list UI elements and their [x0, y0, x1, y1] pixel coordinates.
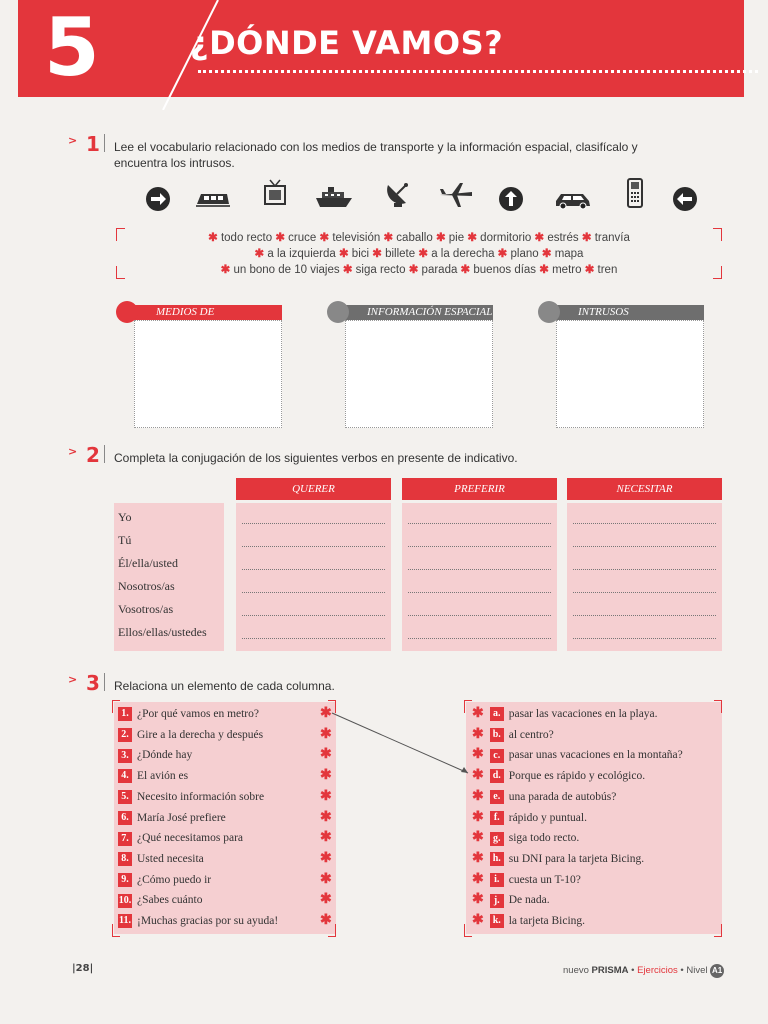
verb-necesitar-header: NECESITAR: [567, 478, 722, 500]
ex1-number: 1: [86, 132, 100, 156]
item-number: 1.: [118, 707, 132, 721]
vocabulary-word[interactable]: parada: [421, 264, 458, 276]
vocabulary-word[interactable]: a la izquierda: [267, 248, 336, 260]
asterisk-icon: ✱: [254, 248, 268, 260]
item-text: su DNI para la tarjeta Bicing.: [508, 852, 645, 865]
example-match-line: [320, 700, 480, 780]
vocabulary-word[interactable]: bici: [351, 248, 370, 260]
item-number: b.: [490, 728, 504, 742]
vocabulary-word[interactable]: siga recto: [355, 264, 406, 276]
match-left-item: [118, 911, 333, 931]
ex1-marker: >: [68, 134, 78, 147]
asterisk-icon[interactable]: ✱: [320, 892, 332, 908]
item-number: f.: [490, 811, 504, 825]
vocabulary-word[interactable]: todo recto: [220, 232, 273, 244]
item-number: d.: [490, 769, 504, 783]
asterisk-icon[interactable]: ✱: [472, 830, 484, 846]
item-text: Porque es rápido y ecológico.: [508, 770, 646, 783]
item-number: 8.: [118, 852, 132, 866]
vocabulary-word[interactable]: tranvía: [594, 232, 630, 244]
pronoun-ellos: Ellos/ellas/ustedes: [118, 625, 207, 639]
match-right-item: [472, 787, 616, 807]
asterisk-icon[interactable]: ✱: [472, 913, 484, 928]
asterisk-icon: ✱: [335, 248, 352, 260]
vocabulary-line-2: [116, 246, 722, 260]
item-number: c.: [490, 749, 504, 763]
match-right-item: [472, 870, 581, 890]
item-text: Gire a la derecha y después: [137, 728, 264, 741]
asterisk-icon: ✱: [457, 264, 474, 276]
right-bracket-bottom: [464, 924, 472, 937]
item-number: e.: [490, 790, 504, 804]
item-text: siga todo recto.: [508, 832, 580, 845]
category-transport: [116, 305, 282, 427]
ex2-number: 2: [86, 443, 100, 467]
ex2-instruction: Completa la conjugación de los siguientes verbos en presente de indicativo.: [114, 451, 518, 465]
unit-number: 5: [44, 1, 100, 94]
asterisk-icon[interactable]: ✱: [472, 809, 484, 825]
vocabulary-word[interactable]: cruce: [288, 232, 317, 244]
item-text: rápido y puntual.: [508, 811, 587, 824]
match-right-item: [472, 890, 550, 910]
item-text: cuesta un T-10?: [508, 873, 581, 886]
vocabulary-word[interactable]: tren: [597, 264, 618, 276]
asterisk-icon: ✱: [380, 232, 397, 244]
ex1-instruction-line2: encuentra los intrusos.: [114, 156, 235, 170]
brand-section: Ejercicios: [637, 965, 678, 976]
item-text: ¿Qué necesitamos para: [137, 832, 244, 845]
asterisk-icon[interactable]: ✱: [472, 871, 484, 887]
category-intruders-label: INTRUSOS: [556, 305, 704, 320]
match-right-item: [472, 766, 645, 786]
vocabulary-line-1: [116, 230, 722, 244]
brand-separator-2: •: [680, 965, 684, 976]
match-left-item: [118, 704, 333, 724]
asterisk-icon[interactable]: ✱: [320, 850, 332, 866]
pronoun-yo: Yo: [118, 510, 132, 524]
item-number: 11.: [119, 915, 131, 927]
asterisk-icon: ✱: [536, 264, 553, 276]
item-text: ¿Dónde hay: [137, 749, 193, 762]
ex1-divider: [104, 134, 105, 152]
airplane-icon: [438, 182, 474, 208]
item-text: Usted necesita: [137, 852, 204, 865]
item-text: una parada de autobús?: [508, 790, 617, 803]
asterisk-icon: ✱: [432, 232, 449, 244]
asterisk-icon[interactable]: ✱: [472, 768, 484, 784]
match-left-item: [118, 890, 333, 910]
category-transport-label: MEDIOS DE: [134, 305, 282, 320]
ex1-instruction: [114, 139, 734, 171]
item-number: i.: [490, 873, 504, 887]
category-intruders-answer-area[interactable]: [556, 320, 704, 428]
match-left-item: [118, 745, 333, 765]
asterisk-icon: ✱: [578, 232, 595, 244]
item-text: pasar las vacaciones en la playa.: [508, 708, 658, 720]
item-text: al centro?: [508, 728, 554, 741]
asterisk-icon: ✱: [339, 264, 356, 276]
train-icon: [195, 186, 231, 212]
vocabulary-line-3: [116, 262, 722, 276]
level-badge: A1: [710, 964, 724, 978]
brand-prefix: nuevo: [563, 965, 589, 976]
verb-preferir-column[interactable]: [402, 503, 557, 651]
item-number: 9.: [118, 873, 132, 887]
page-number: |28|: [72, 963, 94, 974]
category-spatial-label: INFORMACIÓN ESPACIAL: [345, 305, 493, 320]
category-transport-answer-area[interactable]: [134, 320, 282, 428]
item-text: ¿Sabes cuánto: [137, 894, 203, 907]
asterisk-icon: ✱: [220, 264, 234, 276]
asterisk-icon[interactable]: ✱: [472, 747, 484, 763]
vocabulary-word[interactable]: billete: [385, 248, 416, 260]
arrow-up-icon: [496, 186, 526, 212]
item-text: De nada.: [508, 894, 550, 907]
pronoun-tu: Tú: [118, 533, 132, 547]
match-right-item: [472, 828, 579, 848]
pronoun-el: Él/ella/usted: [118, 556, 178, 570]
arrow-left-icon: [670, 186, 700, 212]
vocabulary-word[interactable]: pie: [448, 232, 465, 244]
asterisk-icon[interactable]: ✱: [320, 913, 332, 928]
item-text: ¡Muchas gracias por su ayuda!: [137, 915, 279, 927]
pronoun-nosotros: Nosotros/as: [118, 579, 175, 593]
match-left-item: [118, 849, 333, 869]
item-text: Necesito información sobre: [137, 790, 265, 803]
category-intruders: [538, 305, 704, 427]
match-right-item: [472, 808, 587, 828]
asterisk-icon[interactable]: ✱: [320, 788, 332, 804]
verb-querer-header: QUERER: [236, 478, 391, 500]
asterisk-icon[interactable]: ✱: [472, 706, 484, 721]
category-spatial-answer-area[interactable]: [345, 320, 493, 428]
satellite-dish-icon: [383, 181, 413, 207]
item-number: 2.: [118, 728, 132, 742]
right-bracket-bottom-right: [714, 924, 722, 937]
item-number: 10.: [118, 894, 132, 906]
ex1-instruction-line1: Lee el vocabulario relacionado con los medios de transporte y la información espacial, clasifícalo y: [114, 140, 638, 154]
asterisk-icon[interactable]: ✱: [320, 706, 332, 721]
asterisk-icon[interactable]: ✱: [320, 747, 332, 763]
arrow-right-icon: [143, 186, 173, 212]
match-left-item: [118, 787, 333, 807]
match-right-item: [472, 849, 644, 869]
asterisk-icon[interactable]: ✱: [472, 788, 484, 804]
page-number-value: 28: [75, 963, 90, 974]
asterisk-icon[interactable]: ✱: [320, 809, 332, 825]
ex3-number: 3: [86, 671, 100, 695]
asterisk-icon: ✱: [272, 232, 289, 244]
asterisk-icon: ✱: [415, 248, 432, 260]
asterisk-icon[interactable]: ✱: [320, 768, 332, 784]
asterisk-icon[interactable]: ✱: [320, 830, 332, 846]
vocabulary-word[interactable]: televisión: [332, 232, 381, 244]
match-right-item: [472, 745, 683, 765]
brand-level-label: Nivel: [686, 965, 708, 976]
asterisk-icon[interactable]: ✱: [472, 892, 484, 908]
unit-header: [18, 0, 744, 97]
item-number: 6.: [118, 811, 132, 825]
vocabulary-word[interactable]: mapa: [554, 248, 584, 260]
vocabulary-word[interactable]: a la derecha: [431, 248, 495, 260]
item-text: ¿Por qué vamos en metro?: [137, 708, 259, 720]
ex3-divider: [104, 673, 105, 691]
item-number: k.: [490, 914, 504, 928]
asterisk-icon[interactable]: ✱: [320, 871, 332, 887]
item-number: j.: [490, 894, 504, 908]
match-right-item: [472, 725, 554, 745]
item-number: 5.: [118, 790, 132, 804]
vocabulary-word[interactable]: estrés: [547, 232, 579, 244]
vocabulary-word[interactable]: dormitorio: [480, 232, 532, 244]
item-number: g.: [490, 832, 504, 846]
match-left-item: [118, 870, 333, 890]
asterisk-icon[interactable]: ✱: [472, 726, 484, 742]
match-left-item: [118, 766, 333, 786]
mobile-phone-icon: [620, 180, 650, 206]
asterisk-icon: ✱: [464, 232, 481, 244]
item-text: pasar unas vacaciones en la montaña?: [508, 749, 683, 762]
asterisk-icon: ✱: [538, 248, 555, 260]
asterisk-icon[interactable]: ✱: [320, 726, 332, 742]
item-number: 7.: [118, 832, 132, 846]
asterisk-icon: ✱: [405, 264, 422, 276]
asterisk-icon: ✱: [369, 248, 386, 260]
item-number: 3.: [118, 749, 132, 763]
brand-separator-1: •: [631, 965, 635, 976]
television-icon: [260, 180, 290, 206]
item-text: María José prefiere: [137, 811, 226, 824]
match-right-item: [472, 911, 585, 931]
item-text: El avión es: [137, 770, 189, 783]
car-icon: [553, 186, 593, 212]
brand-name: PRISMA: [591, 965, 629, 976]
vocabulary-word[interactable]: caballo: [396, 232, 433, 244]
item-number: 4.: [118, 769, 132, 783]
asterisk-icon: ✱: [581, 264, 598, 276]
header-dotted-rule: [198, 70, 758, 79]
asterisk-icon: ✱: [494, 248, 511, 260]
brand-footer: [563, 964, 724, 978]
vocabulary-word[interactable]: buenos días: [473, 264, 537, 276]
asterisk-icon[interactable]: ✱: [472, 850, 484, 866]
item-text: la tarjeta Bicing.: [508, 915, 586, 927]
vocabulary-word[interactable]: metro: [552, 264, 582, 276]
verb-querer-column[interactable]: [236, 503, 391, 651]
item-number: h.: [490, 852, 504, 866]
pronoun-vosotros: Vosotros/as: [118, 602, 174, 616]
vocabulary-word[interactable]: plano: [510, 248, 539, 260]
unit-title: ¿DÓNDE VAMOS?: [190, 24, 504, 62]
ex2-marker: >: [68, 445, 78, 458]
verb-preferir-header: PREFERIR: [402, 478, 557, 500]
ex3-marker: >: [68, 673, 78, 686]
ex3-instruction: Relaciona un elemento de cada columna.: [114, 679, 335, 693]
match-left-item: [118, 828, 333, 848]
match-left-item: [118, 725, 333, 745]
ship-icon: [314, 184, 354, 210]
item-text: ¿Cómo puedo ir: [137, 873, 212, 886]
match-right-item: [472, 704, 658, 724]
asterisk-icon: ✱: [208, 232, 221, 244]
category-spatial: [327, 305, 493, 427]
right-bracket-top-right: [714, 700, 722, 713]
asterisk-icon: ✱: [316, 232, 333, 244]
verb-necesitar-column[interactable]: [567, 503, 722, 651]
item-number: a.: [490, 707, 504, 721]
match-left-item: [118, 808, 333, 828]
asterisk-icon: ✱: [531, 232, 548, 244]
vocabulary-word[interactable]: un bono de 10 viajes: [233, 264, 340, 276]
ex2-divider: [104, 445, 105, 463]
vocabulary-box: [116, 228, 722, 280]
